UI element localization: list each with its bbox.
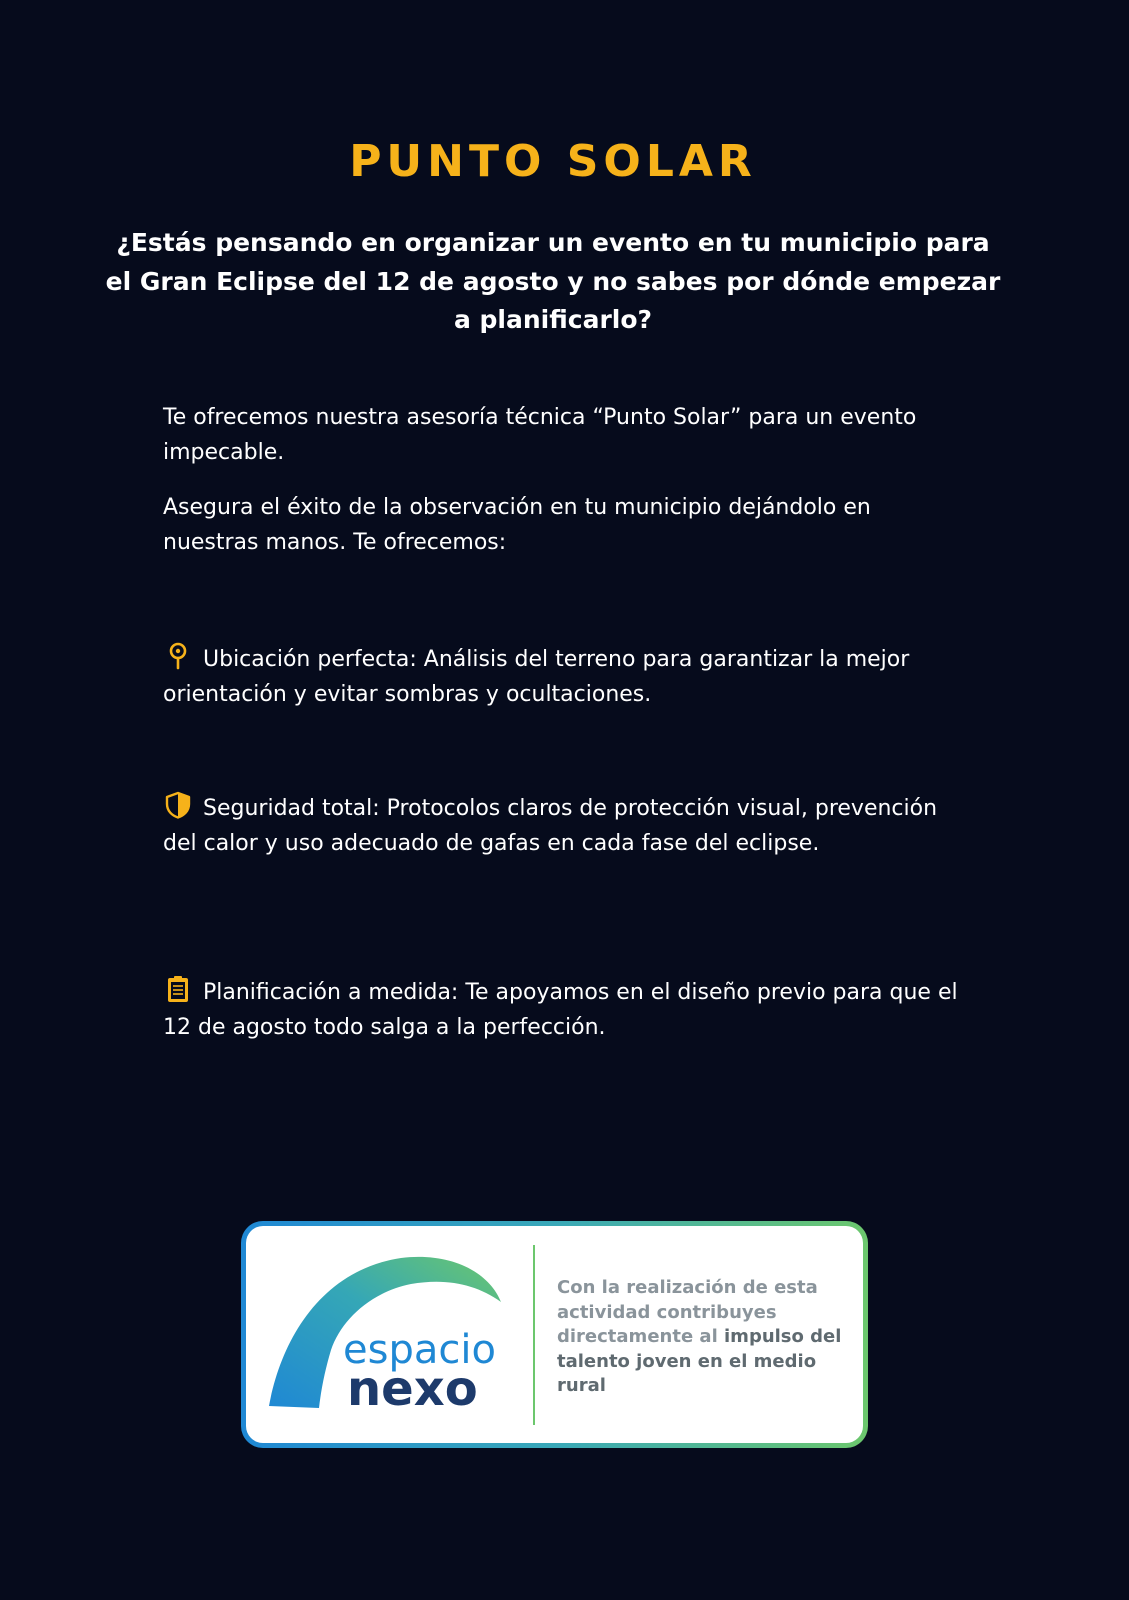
feature-item-location xyxy=(163,642,963,712)
feature-text-safety: Seguridad total: Protocolos claros de protección visual, prevención del calor y uso adecuado de gafas en cada fase del eclipse. xyxy=(163,796,938,856)
shield-icon xyxy=(163,791,193,819)
feature-item-planning xyxy=(163,975,963,1045)
logo-word-nexo: nexo xyxy=(347,1361,478,1410)
sponsor-message-part-1: Con la realización de esta actividad contribuyes directamente al xyxy=(557,1277,818,1347)
sponsor-card xyxy=(241,1221,868,1448)
headline-question: ¿Estás pensando en organizar un evento en tu municipio para el Gran Eclipse del 12 de agosto y no sabes por dónde empezar a planificarlo? xyxy=(105,228,1001,334)
logo-word-espacio: espacio xyxy=(343,1327,496,1373)
intro-paragraph-1: Te ofrecemos nuestra asesoría técnica “Punto Solar” para un evento impecable. xyxy=(163,405,917,465)
sponsor-divider xyxy=(533,1245,535,1425)
clipboard-icon xyxy=(163,975,193,1003)
feature-text-location: Ubicación perfecta: Análisis del terreno para garantizar la mejor orientación y evitar sombras y ocultaciones. xyxy=(163,647,910,707)
sponsor-card-body xyxy=(246,1226,863,1443)
brand-title: PUNTO SOLAR xyxy=(349,136,757,187)
location-pin-icon xyxy=(163,642,193,670)
feature-text-planning: Planificación a medida: Te apoyamos en el diseño previo para que el 12 de agosto todo salga a la perfección. xyxy=(163,980,958,1040)
sponsor-message xyxy=(557,1276,857,1399)
intro-paragraph-2: Asegura el éxito de la observación en tu municipio dejándolo en nuestras manos. Te ofrecemos: xyxy=(163,495,871,555)
sponsor-message-part-2: impulso del talento joven en el medio rural xyxy=(557,1326,842,1396)
espacio-nexo-logo xyxy=(261,1250,511,1410)
feature-item-safety xyxy=(163,791,963,861)
